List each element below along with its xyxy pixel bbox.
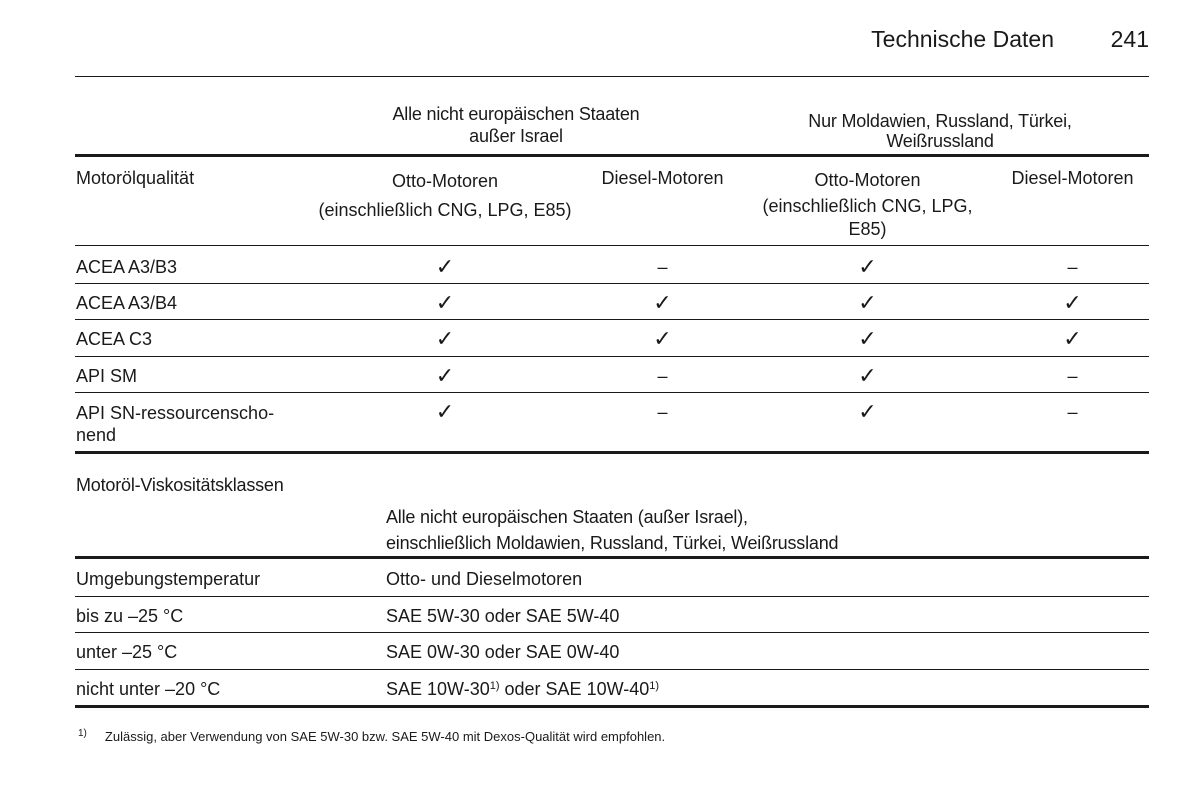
check-icon: ✓ — [858, 254, 877, 279]
viscosity-sup-a: 1) — [489, 680, 500, 692]
group-header-moldavia-russia-line2: Weißrussland — [886, 131, 994, 151]
viscosity-title: Motoröl-Viskositätsklassen — [76, 475, 284, 495]
oil-table-bottom-rule — [75, 451, 1149, 454]
header-rule — [75, 76, 1149, 77]
footnote-marker: 1) — [78, 728, 87, 739]
dash-cell: – — [1067, 366, 1078, 386]
col-header-otto-2-line1: Otto-Motoren — [814, 170, 921, 190]
viscosity-sup-b: 1) — [649, 680, 660, 692]
dash-cell: – — [1067, 402, 1078, 422]
table-row-label: ACEA A3/B3 — [76, 257, 178, 277]
oil-table-top-rule — [75, 154, 1149, 157]
col-header-otto-1-line2: (einschließlich CNG, LPG, E85) — [318, 200, 572, 220]
viscosity-col-header-engines: Otto- und Dieselmotoren — [386, 569, 583, 589]
check-icon: ✓ — [1063, 290, 1082, 315]
viscosity-group-header-line2: einschließlich Moldawien, Russland, Türkei, Weißrussland — [386, 533, 839, 553]
viscosity-value-b: oder SAE 10W-40 — [499, 679, 650, 699]
page-title: Technische Daten — [871, 26, 1054, 52]
row-divider — [75, 596, 1149, 597]
viscosity-value-a: SAE 0W-30 oder SAE 0W-40 — [386, 642, 620, 662]
check-icon: ✓ — [858, 326, 877, 351]
row-divider — [75, 283, 1149, 284]
row-divider — [75, 356, 1149, 357]
table-row-label: API SM — [76, 366, 138, 386]
table-row-label: ACEA C3 — [76, 329, 153, 349]
footnote — [78, 728, 665, 744]
check-icon: ✓ — [653, 326, 672, 351]
viscosity-value-a: SAE 5W-30 oder SAE 5W-40 — [386, 606, 620, 626]
row-divider — [75, 669, 1149, 670]
row-divider — [75, 319, 1149, 320]
footnote-text: Zulässig, aber Verwendung von SAE 5W-30 bzw. SAE 5W-40 mit Dexos-Qualität wird empfohlen. — [104, 729, 666, 744]
viscosity-value — [386, 605, 619, 627]
group-header-non-eu — [300, 103, 732, 147]
check-icon: ✓ — [435, 290, 455, 315]
check-icon: ✓ — [435, 363, 455, 388]
col-header-otto-2 — [745, 167, 990, 239]
check-icon: ✓ — [1063, 326, 1082, 351]
viscosity-group-header-line1: Alle nicht europäischen Staaten (außer Israel), — [386, 507, 748, 527]
row-label-header: Motorölqualität — [76, 168, 195, 188]
col-header-otto-2-line3: E85) — [848, 219, 887, 239]
col-header-diesel-1 — [590, 167, 735, 189]
viscosity-top-rule — [75, 556, 1149, 559]
col-header-diesel-2-line1: Diesel-Motoren — [1011, 168, 1134, 188]
viscosity-col-header-temperature: Umgebungstemperatur — [76, 569, 261, 589]
group-header-moldavia-russia — [745, 110, 1135, 150]
viscosity-temperature: bis zu –25 °C — [76, 606, 184, 626]
group-header-moldavia-russia-line1: Nur Moldawien, Russland, Türkei, — [808, 111, 1072, 131]
dash-cell: – — [1067, 257, 1078, 277]
col-header-otto-1-line1: Otto-Motoren — [391, 171, 499, 191]
check-icon: ✓ — [435, 399, 455, 424]
viscosity-bottom-rule — [75, 705, 1149, 708]
table-row-label-line1: API SN-ressourcenscho- — [76, 403, 275, 423]
dash-cell: – — [657, 257, 668, 277]
row-divider — [75, 392, 1149, 393]
row-divider — [75, 632, 1149, 633]
col-header-otto-2-line2: (einschließlich CNG, LPG, — [762, 196, 973, 216]
page-number: 241 — [1110, 26, 1149, 52]
check-icon: ✓ — [435, 254, 455, 279]
check-icon: ✓ — [858, 399, 877, 424]
column-header-rule — [75, 245, 1149, 246]
col-header-otto-1 — [300, 167, 590, 225]
viscosity-temperature: unter –25 °C — [76, 642, 178, 662]
dash-cell: – — [657, 402, 668, 422]
viscosity-value — [386, 641, 619, 663]
table-row-label: ACEA A3/B4 — [76, 293, 178, 313]
viscosity-group-header — [386, 504, 838, 556]
group-header-non-eu-line1: Alle nicht europäischen Staaten — [392, 104, 640, 124]
table-row-label-line2: nend — [76, 425, 117, 445]
dash-cell: – — [657, 366, 668, 386]
check-icon: ✓ — [435, 326, 455, 351]
check-icon: ✓ — [858, 290, 877, 315]
check-icon: ✓ — [858, 363, 877, 388]
col-header-diesel-2 — [995, 167, 1150, 189]
viscosity-temperature: nicht unter –20 °C — [76, 679, 221, 699]
check-icon: ✓ — [653, 290, 672, 315]
table-row-label — [76, 402, 274, 446]
col-header-diesel-1-line1: Diesel-Motoren — [601, 168, 724, 188]
viscosity-value — [386, 678, 659, 700]
viscosity-value-a: SAE 10W-30 — [386, 679, 490, 699]
group-header-non-eu-line2: außer Israel — [469, 126, 563, 146]
